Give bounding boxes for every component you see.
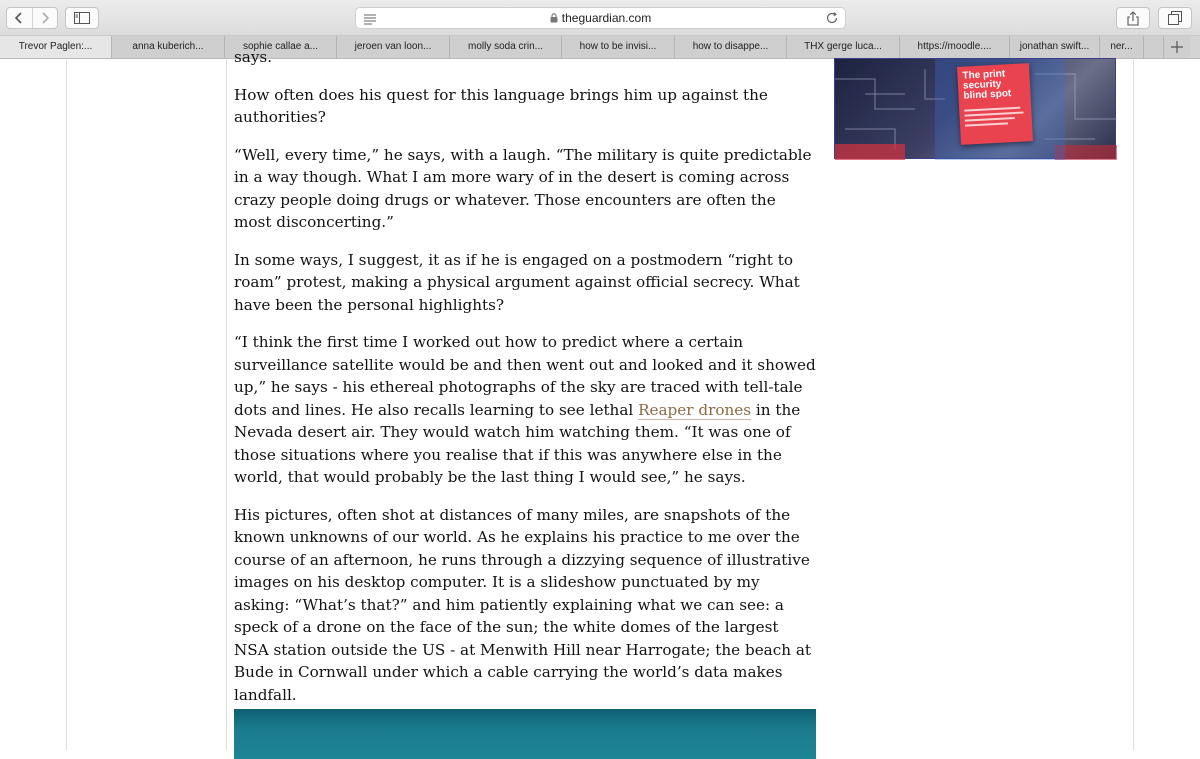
article-body [234, 46, 816, 721]
ad-fine-print [964, 106, 1027, 126]
tab-anna-kuberich[interactable]: anna kuberich... [112, 36, 225, 58]
tab-overflow[interactable] [1144, 36, 1164, 58]
forward-button[interactable] [32, 8, 58, 28]
tab-moodle[interactable]: https://moodle.... [900, 36, 1010, 58]
back-button[interactable] [7, 8, 32, 28]
share-icon [1127, 11, 1139, 26]
navigation-buttons [6, 7, 58, 29]
ad-headline: The print security blind spot [962, 68, 1012, 102]
page-gutter-left [66, 60, 67, 750]
tab-sophie-callae[interactable]: sophie callae a... [225, 36, 337, 58]
article-paragraph: His pictures, often shot at distances of many miles, are snapshots of the known unknowns of our world. As he explains his practice to me over the course of an afternoon, he runs through a dizzying sequence of illustrative images on his desktop computer. It is a slideshow punctuated by my asking: “What’s that?” and him patiently explaining what we can see: a speck of a drone on the face of the sun; the white domes of the largest NSA station outside the US - at Menwith Hill near Harrogate; the beach at Bude in Cornwall under which a cable carrying the world’s data makes landfall. [234, 505, 812, 704]
article-image [234, 709, 816, 759]
reaper-drones-link[interactable]: Reaper drones [638, 400, 752, 419]
tab-ner[interactable]: ner... [1100, 36, 1144, 58]
page-content [0, 48, 1200, 750]
ad-card [957, 63, 1033, 145]
sidebar-icon [74, 12, 90, 24]
tab-jeroen-van-loon[interactable]: jeroen van loon... [337, 36, 450, 58]
share-button[interactable] [1116, 7, 1150, 29]
chevron-right-icon [40, 12, 50, 24]
url-host-text: theguardian.com [561, 11, 652, 25]
article-paragraph: In some ways, I suggest, it as if he is engaged on a postmodern “right to roam” protest, making a physical argument against official secrecy. What have been the personal highlights? [234, 250, 800, 314]
lock-icon [550, 13, 558, 23]
address-host [356, 11, 845, 25]
article-paragraph: says. [234, 48, 273, 66]
sidebar-button[interactable] [65, 7, 99, 29]
advertisement[interactable] [834, 58, 1116, 159]
plus-icon [1171, 41, 1183, 53]
tab-trevor-paglen[interactable]: Trevor Paglen:... [0, 36, 112, 58]
paragraph-text: “I think the first time I worked out how to predict where a certain surveillance satellite would be and then went out and looked and it showed up,” he says - his ethereal photographs of the sky are traced with tell-tale dots and lines. He also recalls learning to see lethal [234, 333, 816, 419]
tabs-overview-button[interactable] [1158, 7, 1192, 29]
tab-how-to-be-invisible[interactable]: how to be invisi... [562, 36, 675, 58]
tab-thx-gerge-lucas[interactable]: THX gerge luca... [787, 36, 900, 58]
tabs-overview-icon [1168, 11, 1182, 25]
reload-icon[interactable] [825, 11, 839, 30]
page-gutter-right [1133, 60, 1134, 750]
chevron-left-icon [14, 12, 24, 24]
article-paragraph: How often does his quest for this language brings him up against the authorities? [234, 85, 768, 126]
article-paragraph: “Well, every time,” he says, with a laugh. “The military is quite predictable in a way though. What I am more wary of in the desert is coming across crazy people doing drugs or whatever. Those encounters are often the most disconcerting.” [234, 145, 812, 231]
browser-toolbar [0, 0, 1200, 36]
new-tab-button[interactable] [1164, 36, 1190, 58]
article-paragraph [234, 331, 816, 489]
article-column-divider [226, 60, 227, 750]
paragraph-text: in the Nevada desert air. They would watch him watching them. “It was one of those situations where you realise that if this was anywhere else in the world, that would probably be the last thing I would see,” he says. [234, 400, 801, 486]
tab-jonathan-swift[interactable]: jonathan swift... [1010, 36, 1100, 58]
tab-how-to-disappear[interactable]: how to disappe... [675, 36, 787, 58]
address-bar[interactable] [355, 7, 846, 29]
tab-molly-soda[interactable]: molly soda crin... [450, 36, 562, 58]
